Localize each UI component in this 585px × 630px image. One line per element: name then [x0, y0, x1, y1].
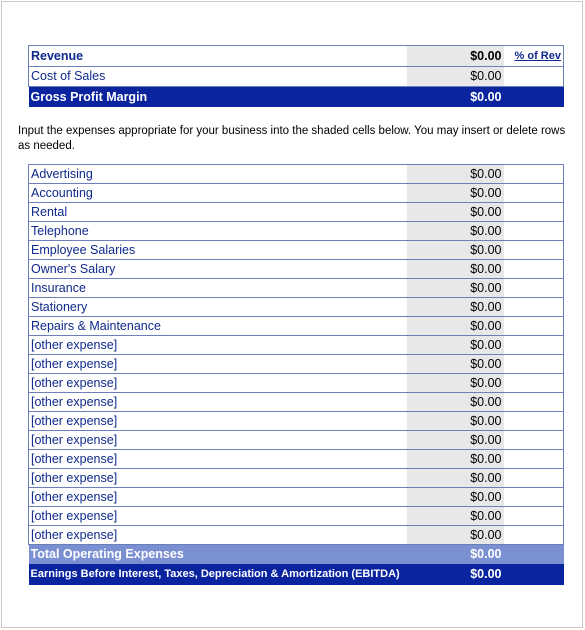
gross-profit-pct-cell — [504, 87, 564, 108]
expense-value-cell[interactable]: $0.00 — [407, 336, 504, 355]
expense-pct-cell — [504, 450, 564, 469]
pct-of-rev-link[interactable]: % of Rev — [514, 50, 561, 62]
expense-label[interactable]: Accounting — [29, 184, 407, 203]
expense-row — [29, 450, 564, 469]
expense-row — [29, 507, 564, 526]
expense-pct-cell — [504, 507, 564, 526]
expense-row — [29, 241, 564, 260]
expense-pct-cell — [504, 298, 564, 317]
cost-of-sales-row — [29, 67, 564, 87]
expense-row — [29, 355, 564, 374]
cost-of-sales-pct-cell — [504, 67, 564, 87]
expense-value-cell[interactable]: $0.00 — [407, 431, 504, 450]
expense-pct-cell — [504, 241, 564, 260]
expense-row — [29, 393, 564, 412]
expense-label[interactable]: Repairs & Maintenance — [29, 317, 407, 336]
revenue-label: Revenue — [29, 46, 407, 67]
expense-row — [29, 165, 564, 184]
expense-row — [29, 279, 564, 298]
expense-value-cell[interactable]: $0.00 — [407, 317, 504, 336]
expense-label[interactable]: Advertising — [29, 165, 407, 184]
expense-value-cell[interactable]: $0.00 — [407, 241, 504, 260]
revenue-value-cell[interactable]: $0.00 — [407, 46, 504, 67]
ebitda-value: $0.00 — [407, 564, 504, 585]
expense-pct-cell — [504, 431, 564, 450]
expense-pct-cell — [504, 374, 564, 393]
expense-label[interactable]: [other expense] — [29, 374, 407, 393]
expense-value-cell[interactable]: $0.00 — [407, 507, 504, 526]
expense-value-cell[interactable]: $0.00 — [407, 526, 504, 545]
expense-value-cell[interactable]: $0.00 — [407, 203, 504, 222]
expense-value-cell[interactable]: $0.00 — [407, 222, 504, 241]
total-operating-expenses-pct-cell — [504, 545, 564, 565]
expense-row — [29, 431, 564, 450]
expense-row — [29, 526, 564, 545]
expense-value-cell[interactable]: $0.00 — [407, 374, 504, 393]
expense-row — [29, 184, 564, 203]
expense-row — [29, 222, 564, 241]
instructions-text: Input the expenses appropriate for your business into the shaded cells below. You may insert or delete rows as needed. — [18, 125, 566, 152]
cost-of-sales-value-cell[interactable]: $0.00 — [407, 67, 504, 87]
expense-row — [29, 374, 564, 393]
expense-row — [29, 412, 564, 431]
gross-profit-label: Gross Profit Margin — [29, 87, 407, 108]
expense-row — [29, 260, 564, 279]
expense-value-cell[interactable]: $0.00 — [407, 412, 504, 431]
expense-pct-cell — [504, 317, 564, 336]
expense-pct-cell — [504, 336, 564, 355]
expense-value-cell[interactable]: $0.00 — [407, 488, 504, 507]
total-operating-expenses-value: $0.00 — [407, 545, 504, 565]
expense-value-cell[interactable]: $0.00 — [407, 355, 504, 374]
revenue-row — [29, 46, 564, 67]
expense-label[interactable]: [other expense] — [29, 507, 407, 526]
cost-of-sales-label: Cost of Sales — [29, 67, 407, 87]
gross-profit-row — [29, 87, 564, 108]
expense-label[interactable]: [other expense] — [29, 526, 407, 545]
expense-pct-cell — [504, 355, 564, 374]
ebitda-row — [29, 564, 564, 585]
expense-pct-cell — [504, 203, 564, 222]
ebitda-label: Earnings Before Interest, Taxes, Depreciation & Amortization (EBITDA) — [29, 564, 407, 585]
expense-pct-cell — [504, 184, 564, 203]
expense-label[interactable]: Employee Salaries — [29, 241, 407, 260]
expense-label[interactable]: Telephone — [29, 222, 407, 241]
expense-value-cell[interactable]: $0.00 — [407, 260, 504, 279]
expense-value-cell[interactable]: $0.00 — [407, 165, 504, 184]
expense-row — [29, 298, 564, 317]
expense-row — [29, 469, 564, 488]
expense-row — [29, 488, 564, 507]
expense-label[interactable]: [other expense] — [29, 393, 407, 412]
expense-pct-cell — [504, 393, 564, 412]
gross-profit-value: $0.00 — [407, 87, 504, 108]
expense-row — [29, 317, 564, 336]
expense-pct-cell — [504, 526, 564, 545]
total-operating-expenses-row — [29, 545, 564, 565]
pct-of-rev-cell — [504, 46, 564, 67]
expense-row — [29, 203, 564, 222]
expense-label[interactable]: Rental — [29, 203, 407, 222]
expense-label[interactable]: [other expense] — [29, 431, 407, 450]
expense-value-cell[interactable]: $0.00 — [407, 279, 504, 298]
expenses-table — [28, 164, 564, 585]
expense-pct-cell — [504, 279, 564, 298]
expense-label[interactable]: [other expense] — [29, 355, 407, 374]
expense-label[interactable]: [other expense] — [29, 412, 407, 431]
total-operating-expenses-label: Total Operating Expenses — [29, 545, 407, 565]
expense-label[interactable]: Owner's Salary — [29, 260, 407, 279]
expense-pct-cell — [504, 469, 564, 488]
expense-value-cell[interactable]: $0.00 — [407, 184, 504, 203]
expense-row — [29, 336, 564, 355]
expense-pct-cell — [504, 260, 564, 279]
expense-label[interactable]: [other expense] — [29, 488, 407, 507]
expense-label[interactable]: [other expense] — [29, 336, 407, 355]
expense-value-cell[interactable]: $0.00 — [407, 393, 504, 412]
expense-label[interactable]: [other expense] — [29, 469, 407, 488]
expense-value-cell[interactable]: $0.00 — [407, 298, 504, 317]
expense-value-cell[interactable]: $0.00 — [407, 469, 504, 488]
expense-label[interactable]: Insurance — [29, 279, 407, 298]
expense-pct-cell — [504, 222, 564, 241]
ebitda-pct-cell — [504, 564, 564, 585]
expense-label[interactable]: Stationery — [29, 298, 407, 317]
expense-pct-cell — [504, 488, 564, 507]
expense-value-cell[interactable]: $0.00 — [407, 450, 504, 469]
expense-pct-cell — [504, 165, 564, 184]
expense-pct-cell — [504, 412, 564, 431]
expense-label[interactable]: [other expense] — [29, 450, 407, 469]
revenue-summary-table — [28, 45, 564, 107]
